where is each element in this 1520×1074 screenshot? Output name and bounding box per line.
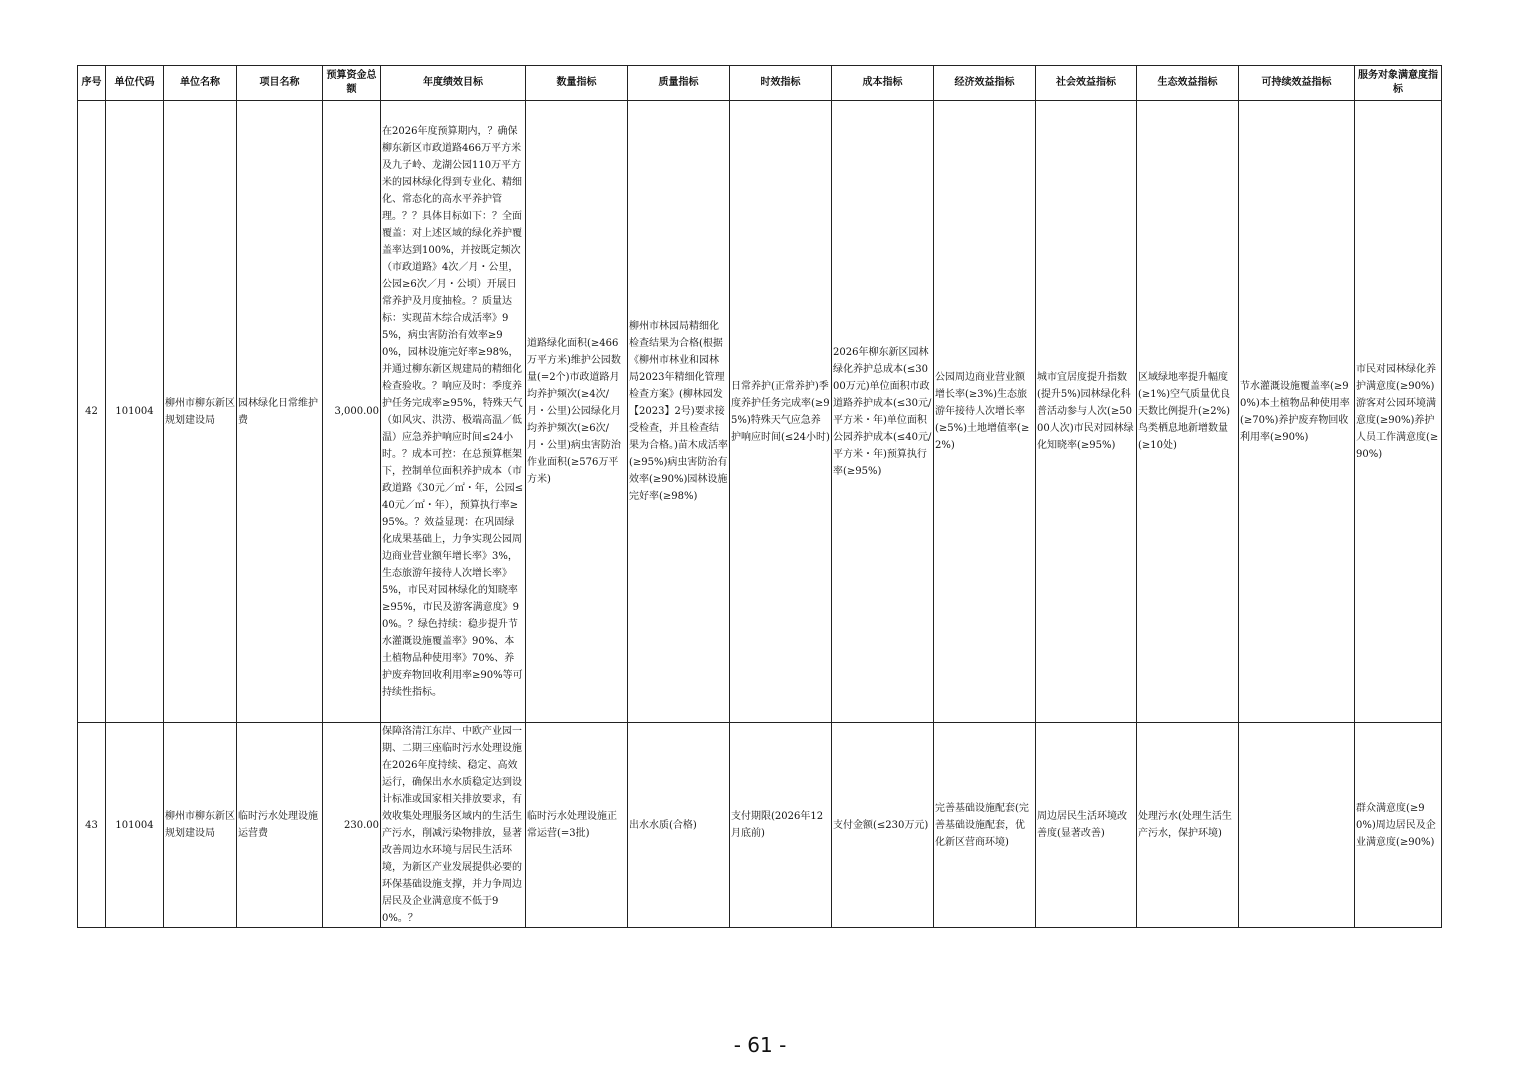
cell-economic: 完善基础设施配套(完善基础设施配套，优化新区营商环境) [934,723,1036,928]
header-quality: 质量指标 [628,66,730,101]
header-unit-name: 单位名称 [164,66,237,101]
header-satisfaction: 服务对象满意度指标 [1355,66,1442,101]
cell-ecological: 处理污水(处理生活生产污水，保护环境) [1137,723,1239,928]
cell-cost: 2026年柳东新区园林绿化养护总成本(≤3000万元)单位面积市政道路养护成本(≤30元/平方米・年)单位面积公园养护成本(≤40元/平方米・年)预算执行率(≥95%) [832,101,934,723]
header-cost: 成本指标 [832,66,934,101]
header-ecological: 生态效益指标 [1137,66,1239,101]
cell-economic: 公园周边商业营业额增长率(≥3%)生态旅游年接待人次增长率(≥5%)土地增值率(≥2%) [934,101,1036,723]
cell-satisfaction: 市民对园林绿化养护满意度(≥90%)游客对公园环境满意度(≥90%)养护人员工作满意度(≥90%) [1355,101,1442,723]
cell-seq: 43 [78,723,106,928]
header-budget: 预算资金总额 [323,66,381,101]
header-timeliness: 时效指标 [730,66,832,101]
cell-unit-name: 柳州市柳东新区规划建设局 [164,723,237,928]
cell-timeliness: 支付期限(2026年12月底前) [730,723,832,928]
cell-quantity: 临时污水处理设施正常运营(=3批) [526,723,628,928]
cell-unit-name: 柳州市柳东新区规划建设局 [164,101,237,723]
header-quantity: 数量指标 [526,66,628,101]
cell-project-name: 临时污水处理设施运营费 [237,723,323,928]
cell-quality: 出水水质(合格) [628,723,730,928]
cell-social: 城市宜居度提升指数(提升5%)园林绿化科普活动参与人次(≥5000人次)市民对园林绿化知晓率(≥95%) [1036,101,1137,723]
cell-unit-code: 101004 [106,723,164,928]
cell-budget: 3,000.00 [323,101,381,723]
header-project-name: 项目名称 [237,66,323,101]
header-unit-code: 单位代码 [106,66,164,101]
cell-budget: 230.00 [323,723,381,928]
cell-seq: 42 [78,101,106,723]
header-economic: 经济效益指标 [934,66,1036,101]
cell-timeliness: 日常养护(正常养护)季度养护任务完成率(≥95%)特殊天气应急养护响应时间(≤24小时) [730,101,832,723]
header-row [78,66,1442,101]
cell-annual-goal: 在2026年度预算期内，？确保柳东新区市政道路466万平方米及九子岭、龙湖公园110万平方米的园林绿化得到专业化、精细化、常态化的高水平养护管理。？？具体目标如下：？全面覆盖：对上述区域的绿化养护覆盖率达到100%，并按既定频次（市政道路》4次／月・公里，公园≥6次／月・公顷）开展日常养护及月度抽检。？质量达标：实现苗木综合成活率》95%，病虫害防治有效率≥90%，园林设施完好率≥98%，并通过柳东新区规建局的精细化检查验收。？响应及时：季度养护任务完成率≥95%，特殊天气（如风灾、洪涝、极端高温／低温）应急养护响应时间≤24小时。？成本可控：在总预算框架下，控制单位面积养护成本（市政道路《30元／㎡・年，公园≤40元／㎡・年），预算执行率≥95%。？效益显现：在巩固绿化成果基础上，力争实现公园周边商业营业额年增长率》3%，生态旅游年接待人次增长率》5%，市民对园林绿化的知晓率≥95%，市民及游客满意度》90%。？绿色持续：稳步提升节水灌溉设施覆盖率》90%、本土植物品种使用率》70%、养护废弃物回收利用率≥90%等可持续性指标。 [381,101,526,723]
cell-unit-code: 101004 [106,101,164,723]
page-number: - 61 - [733,1033,787,1057]
cell-quality: 柳州市林园局精细化检查结果为合格(根据《柳州市林业和园林局2023年精细化管理检查方案》(柳林园发【2023】2号)要求接受检查，并且检查结果为合格。)苗木成活率(≥95%)病虫害防治有效率(≥90%)园林设施完好率(≥98%) [628,101,730,723]
cell-social: 周边居民生活环境改善度(显著改善) [1036,723,1137,928]
cell-sustainable [1239,723,1355,928]
header-annual-goal: 年度绩效目标 [381,66,526,101]
header-social: 社会效益指标 [1036,66,1137,101]
table-row [78,101,1442,723]
cell-sustainable: 节水灌溉设施覆盖率(≥90%)本土植物品种使用率(≥70%)养护废弃物回收利用率(≥90%) [1239,101,1355,723]
performance-table [77,65,1442,928]
cell-quantity: 道路绿化面积(≥466万平方米)维护公园数量(=2个)市政道路月均养护频次(≥4次/月・公里)公园绿化月均养护频次(≥6次/月・公里)病虫害防治作业面积(≥576万平方米) [526,101,628,723]
header-seq: 序号 [78,66,106,101]
cell-cost: 支付金额(≤230万元) [832,723,934,928]
cell-satisfaction: 群众满意度(≥90%)周边居民及企业满意度(≥90%) [1355,723,1442,928]
table-row [78,723,1442,928]
cell-ecological: 区域绿地率提升幅度(≥1%)空气质量优良天数比例提升(≥2%)鸟类栖息地新增数量(≥10处) [1137,101,1239,723]
header-sustainable: 可持续效益指标 [1239,66,1355,101]
cell-annual-goal: 保障洛清江东岸、中欧产业园一期、二期三座临时污水处理设施在2026年度持续、稳定、高效运行，确保出水水质稳定达到设计标准或国家相关排放要求，有效收集处理服务区域内的生活生产污水，削减污染物排放，显著改善周边水环境与居民生活环境，为新区产业发展提供必要的环保基础设施支撑，并力争周边居民及企业满意度不低于90%。？ [381,723,526,928]
cell-project-name: 园林绿化日常维护费 [237,101,323,723]
